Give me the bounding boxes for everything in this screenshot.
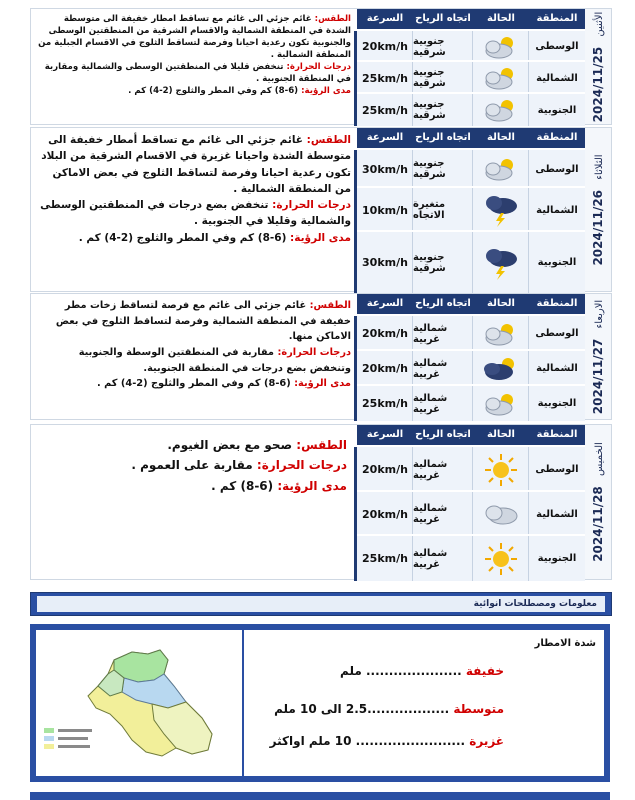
row-wind-dir: شمالية غربية <box>412 447 473 492</box>
table-row <box>357 384 585 421</box>
partly-cloudy-icon <box>472 351 529 386</box>
partly-cloudy-icon <box>472 386 529 421</box>
day-weekday: الخميس <box>594 442 605 477</box>
thunderstorm-icon <box>472 232 529 293</box>
temp-label: درجات الحرارة: <box>272 199 351 212</box>
header-wind-dir: اتجاه الرياح <box>415 132 471 143</box>
day-description <box>31 425 357 579</box>
row-wind-dir: شمالية غربية <box>412 351 473 386</box>
rain-moderate <box>274 702 504 716</box>
row-region: الوسطى <box>528 31 585 62</box>
row-wind-dir: شمالية غربية <box>412 316 473 351</box>
row-wind-dir: جنوبية شرقية <box>412 232 473 293</box>
row-wind-dir: جنوبية شرقية <box>412 31 473 62</box>
day-description <box>31 128 357 291</box>
header-region: المنطقة <box>536 132 578 143</box>
header-region: المنطقة <box>536 13 578 24</box>
row-speed: 20km/h <box>354 447 413 492</box>
row-wind-dir: شمالية غربية <box>412 386 473 421</box>
row-region: الجنوبية <box>528 386 585 421</box>
vis-text: (6-8) كم . <box>211 478 274 493</box>
day-date: 2024/11/27 <box>591 338 605 414</box>
weather-text: غائم جزئي الى غائم مع تساقط أمطار خفيفة الى متوسطة الشدة واحيانا غزيرة في الاقسام الشرقية من البلاد تكون رعدية احيانا وفرصة لتساقط الثلوج في بعض الاماكن من المنطقة الشمالية . <box>41 134 351 195</box>
day-weekday: الأثنين <box>594 11 605 37</box>
row-region: الوسطى <box>528 150 585 188</box>
vis-text: (6-8) كم وفي المطر والثلوج (2-4) كم . <box>128 86 299 97</box>
rain-moderate-label: متوسطة <box>453 702 504 716</box>
info-banner <box>30 592 612 616</box>
row-speed: 20km/h <box>354 351 413 386</box>
header-status: الحالة <box>487 13 515 24</box>
forecast-table <box>357 9 585 124</box>
day-description <box>31 9 357 124</box>
table-row <box>357 490 585 536</box>
row-wind-dir: متغيرة الاتجاه <box>412 188 473 232</box>
vis-label: مدى الرؤية: <box>290 231 351 244</box>
header-status: الحالة <box>487 132 515 143</box>
temp-text: تنخفض قليلا في المنطقتين الوسطى والشمالية ومقاربة في المنطقة الجنوبية . <box>44 62 351 85</box>
vis-label: مدى الرؤية: <box>301 86 351 97</box>
partly-cloudy-icon <box>472 94 529 126</box>
header-speed: السرعة <box>366 298 404 309</box>
table-row <box>357 349 585 386</box>
date-column <box>584 9 611 124</box>
temp-text: تنخفض بضع درجات في المنطقتين الوسطى والشمالية وقليلا في الجنوبية . <box>40 199 351 228</box>
table-row <box>357 445 585 492</box>
day-card-3 <box>30 293 612 420</box>
table-row <box>357 29 585 62</box>
rain-heavy <box>270 734 504 748</box>
row-speed: 30km/h <box>354 232 413 293</box>
day-date: 2024/11/25 <box>591 46 605 122</box>
weather-text: غائم جزئي الى غائم مع تساقط امطار خفيفة الى متوسطة الشدة في المنطقة الشمالية والاقسام الشرقية من المنطقتين الوسطى والجنوبية تكون رعدية احيانا وفرصة لتساقط الثلوج في الاقسام الجبلية من المنطقة الشمالية . <box>38 14 351 61</box>
row-wind-dir: جنوبية شرقية <box>412 150 473 188</box>
vis-label: مدى الرؤية: <box>294 378 351 390</box>
rain-title: شدة الامطار <box>534 638 596 649</box>
header-speed: السرعة <box>366 429 404 440</box>
weather-label: الطقس: <box>296 438 347 452</box>
temp-label: درجات الحرارة: <box>256 458 347 473</box>
table-row <box>357 148 585 188</box>
temp-text: مقاربة على العموم . <box>131 458 253 473</box>
sunny-icon <box>472 447 529 492</box>
table-header <box>357 425 585 445</box>
info-panel <box>30 624 610 782</box>
weather-text: صحو مع بعض الغيوم. <box>167 438 293 452</box>
table-header <box>357 9 585 29</box>
info-banner-title: معلومات ومصطلحات انوائية <box>37 596 605 612</box>
day-date: 2024/11/28 <box>591 486 605 562</box>
rain-intensity-section <box>248 630 604 776</box>
header-status: الحالة <box>487 429 515 440</box>
cloudy-icon <box>472 492 529 536</box>
row-speed: 25km/h <box>354 536 413 581</box>
rain-light-label: خفيفة <box>465 664 504 678</box>
partly-cloudy-icon <box>472 316 529 351</box>
date-column <box>584 294 611 419</box>
day-weekday: الاربعاء <box>594 299 605 328</box>
table-row <box>357 534 585 581</box>
day-weekday: الثلاثاء <box>594 153 605 180</box>
row-wind-dir: جنوبية شرقية <box>412 62 473 94</box>
rain-moderate-value: ..................2.5 الى 10 ملم <box>274 702 450 716</box>
day-description <box>31 294 357 419</box>
date-column <box>584 425 611 579</box>
row-region: الجنوبية <box>528 536 585 581</box>
weather-label: الطقس: <box>306 134 351 146</box>
forecast-table <box>357 425 585 579</box>
row-speed: 25km/h <box>354 62 413 94</box>
row-region: الجنوبية <box>528 94 585 126</box>
row-speed: 20km/h <box>354 31 413 62</box>
temp-text: مقاربة في المنطقتين الوسطة والجنوبية وتنخفض بضع درجات في المنطقة الجنوبية. <box>78 347 351 374</box>
row-region: الشمالية <box>528 188 585 232</box>
header-wind-dir: اتجاه الرياح <box>415 429 471 440</box>
date-column <box>584 128 611 291</box>
weather-label: الطقس: <box>314 14 351 24</box>
bottom-bar <box>30 792 610 800</box>
table-header <box>357 294 585 314</box>
row-speed: 10km/h <box>354 188 413 232</box>
header-region: المنطقة <box>536 429 578 440</box>
row-wind-dir: جنوبية شرقية <box>412 94 473 126</box>
forecast-table <box>357 294 585 419</box>
day-card-4 <box>30 424 612 580</box>
vis-text: (6-8) كم وفي المطر والثلوج (2-4) كم . <box>96 378 291 390</box>
header-wind-dir: اتجاه الرياح <box>415 298 471 309</box>
row-region: الوسطى <box>528 447 585 492</box>
header-speed: السرعة <box>366 13 404 24</box>
weather-label: الطقس: <box>309 300 351 311</box>
rain-light <box>340 664 504 678</box>
table-row <box>357 230 585 293</box>
partly-cloudy-icon <box>472 150 529 188</box>
header-wind-dir: اتجاه الرياح <box>415 13 471 24</box>
header-status: الحالة <box>487 298 515 309</box>
day-card-1 <box>30 8 612 125</box>
row-speed: 20km/h <box>354 492 413 536</box>
partly-cloudy-icon <box>472 62 529 94</box>
partly-cloudy-icon <box>472 31 529 62</box>
table-row <box>357 60 585 94</box>
weather-text: غائم جزئي الى غائم مع فرصة لتساقط زخات مطر خفيفة في المنطقة الشمالية وفرصة لتساقط الثلوج في بعض الاماكن منها. <box>55 300 351 343</box>
row-region: الشمالية <box>528 62 585 94</box>
row-region: الجنوبية <box>528 232 585 293</box>
row-speed: 20km/h <box>354 316 413 351</box>
rain-heavy-label: غزيرة <box>469 734 504 748</box>
forecast-table <box>357 128 585 291</box>
thunderstorm-icon <box>472 188 529 232</box>
iraq-map <box>36 630 244 776</box>
row-speed: 25km/h <box>354 386 413 421</box>
row-wind-dir: شمالية غربية <box>412 536 473 581</box>
table-row <box>357 314 585 351</box>
rain-light-value: ..................... ملم <box>340 664 462 678</box>
row-region: الشمالية <box>528 351 585 386</box>
table-row <box>357 186 585 232</box>
day-date: 2024/11/26 <box>591 189 605 266</box>
temp-label: درجات الحرارة: <box>277 347 351 359</box>
header-speed: السرعة <box>366 132 404 143</box>
row-wind-dir: شمالية غربية <box>412 492 473 536</box>
header-region: المنطقة <box>536 298 578 309</box>
temp-label: درجات الحرارة: <box>286 62 351 73</box>
row-region: الشمالية <box>528 492 585 536</box>
rain-heavy-value: ........................ 10 ملم اواكثر <box>269 734 466 748</box>
vis-label: مدى الرؤية: <box>277 478 347 493</box>
vis-text: (6-8) كم وفي المطر والثلوج (2-4) كم . <box>78 231 287 244</box>
day-card-2 <box>30 127 612 292</box>
row-region: الوسطى <box>528 316 585 351</box>
table-header <box>357 128 585 148</box>
row-speed: 30km/h <box>354 150 413 188</box>
table-row <box>357 92 585 126</box>
row-speed: 25km/h <box>354 94 413 126</box>
sunny-icon <box>472 536 529 581</box>
